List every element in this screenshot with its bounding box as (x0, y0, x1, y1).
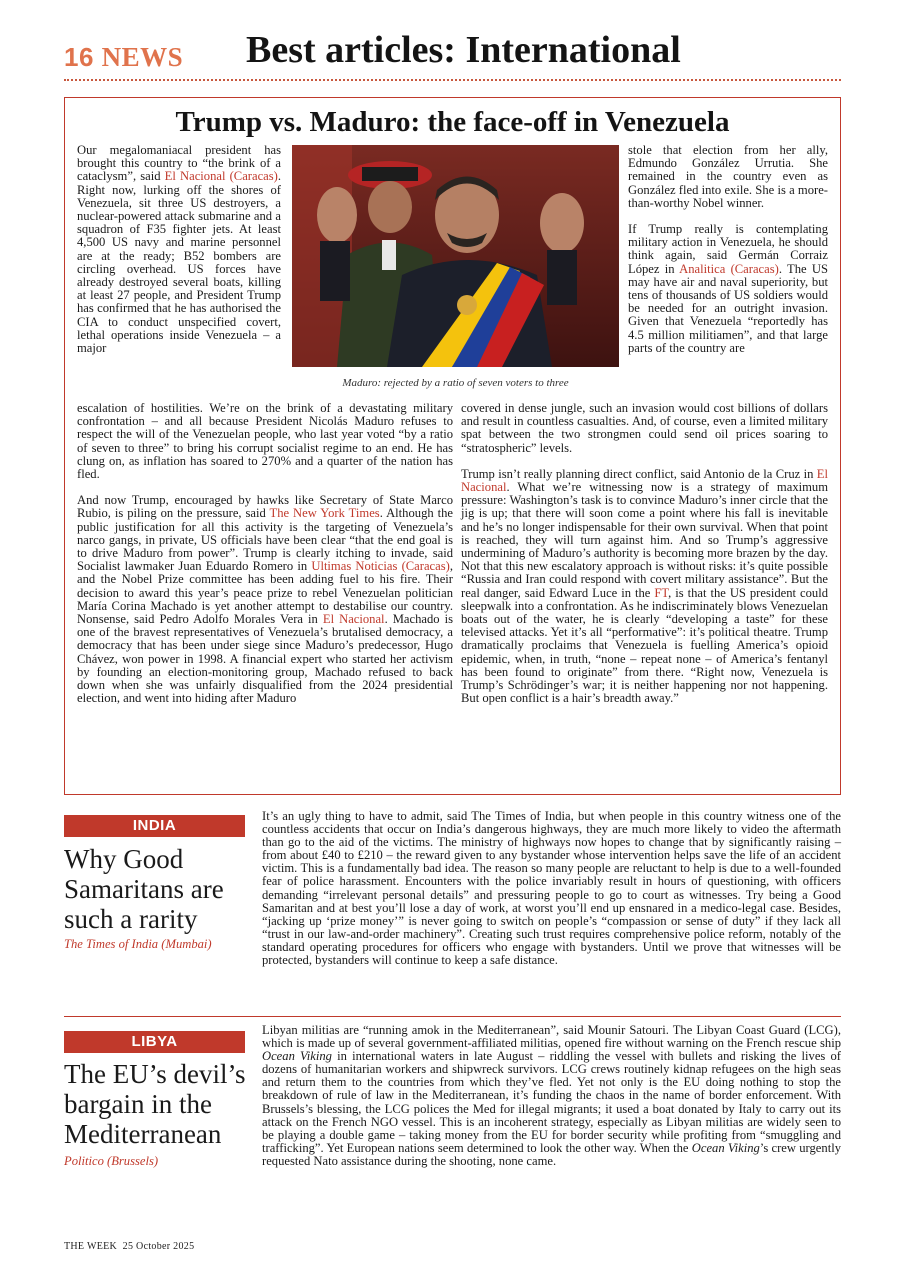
lead-article (64, 97, 841, 795)
lead-text: . Machado is one of the bravest representatives of Venezuela’s brutalised democracy, a democracy that has been under siege since Maduro’s predecessor, Hugo Chávez, won power in 1998. A financial expert who started her activism by founding an election-monitoring group, Machado refused to back down when she was unfairly disqualified from the 2024 presidential election, and went into hiding after Maduro (77, 612, 454, 706)
lead-column-left-wide (77, 402, 453, 705)
source-el-nacional[interactable]: El Nacional (322, 612, 385, 627)
libya-source: Politico (Brussels) (64, 1154, 159, 1168)
section-tag-india: INDIA (64, 815, 245, 837)
lead-text: , is that the US president could sleepwalk into a confrontation. As he indiscriminately blows Venezuelan boats out of the water, he is clearly “developing a taste” for these televised attacks. Yet it’s all “performative”: it’s political theatre. Trump dramatically proclaims that Venezuela is fuelling America’s opioid epidemic, when, in truth, “none – repeat none – of America’s fentanyl has been found to originate” from there. “Right now, Venezuela is Trump’s Schrödinger’s war; it is neither happening nor not happening. But open conflict is a hair’s breadth away.” (461, 585, 828, 706)
libya-text: Libyan militias are “running amok in the Mediterranean”, said Mounir Satouri. The Libyan Coast Guard (LCG), which is made up of several government-affiliated militias, opened fire without warning on the French rescue ship (262, 1023, 841, 1051)
lead-column-left (77, 144, 281, 355)
india-article-body: It’s an ugly thing to have to admit, said The Times of India, but when people in this country witness one of the countless accidents that occur on India’s dangerous highways, they are much more likely to video the aftermath than go to the aid of the victims. The ministry of highways now hopes to change that by significantly raising – from about £40 to £210 – the reward given to any bystander whose intervention helps save the life of an accident victim. This is a fundamentally bad idea. The reason so many people are reluctant to help is due to a well-founded fear of police harassment. Encounters with the police invariably result in hours of questioning, with officers demanding “irrelevant personal details” and pressuring people to go to court as witnesses. Try being a Good Samaritan and at best you’ll lose a day of work, at worst you’ll end up ensnared in a medico-legal case. Besides, “jacking up ‘prize money’” is never going to switch on people’s “compassion or sense of duty” if they lack all “trust in our law-and-order machinery”. Creating such trust requires comprehensive police reform, notably of the standard operating procedures for officers who engage with bystanders. Until we prove that witnesses will be protected, bystanders will continue to keep a safe distance. (262, 809, 841, 968)
brief-divider (64, 1016, 841, 1017)
section-tag-libya: LIBYA (64, 1031, 245, 1053)
lead-text: Trump isn’t really planning direct conflict, said Antonio de la Cruz in (461, 466, 817, 481)
india-source: The Times of India (Mumbai) (64, 937, 212, 951)
lead-headline: Trump vs. Maduro: the face-off in Venezuela (175, 106, 730, 138)
issue-date: 25 October 2025 (122, 1241, 195, 1252)
lead-text: , and the Nobel Prize committee has been adding fuel to his fire. Their decision to award this year’s peace prize to rebel Venezuelan politician María Corina Machado is yet another attempt to destabilise our country. Nonsense, said Pedro Adolfo Morales Vera in (77, 559, 453, 627)
lead-text: Our megalomaniacal president has brought this country to “the brink of a cataclysm”, said (77, 143, 281, 184)
lead-text: covered in dense jungle, such an invasion would cost billions of dollars and result in countless casualties. And, of course, even a limited military spat between the two strongmen could send oil prices soaring to “stratospheric” levels. (461, 401, 828, 455)
source-new-york-times[interactable]: The New York Times (269, 506, 380, 521)
source-el-nacional[interactable]: El Nacional (461, 466, 828, 495)
maduro-photo (292, 145, 619, 367)
lead-text: . Although the public justification for all this activity is the targeting of Venezuela’s narco gangs, in private, US officials have been clear “that the end goal is to drive Maduro from power”. Trump is clearly itching to invade, said Socialist lawmaker Juan Eduardo Romero in (77, 506, 453, 574)
source-analitica[interactable]: Analitica (Caracas) (679, 261, 779, 276)
lead-column-right-wide (461, 402, 828, 705)
lead-text: . Right now, lurking off the shores of Venezuela, sit three US destroyers, a nuclear-powered attack submarine and a squadron of F35 fighter jets. At least 4,500 US navy and marine personnel are at the ready; B52 bombers are circling overhead. US forces have already destroyed several boats, killing at least 27 people, and President Trump has confirmed that he has authorised the CIA to conduct unspecified covert, lethal operations inside Venezuela – a major (77, 169, 281, 356)
publication-name: THE WEEK (64, 1241, 118, 1252)
ship-name: Ocean Viking (691, 1140, 760, 1155)
libya-text: in international waters in late August – riddling the vessel with bullets and risking the lives of dozens of humanitarian workers and shipwreck survivors. LCG crews routinely kidnap refugees on the high seas and return them to the countries from which they’ve fled. Yet not only is the EU doing nothing to stop the breakdown of rule of law in the Mediterranean, it’s funding the chaos in the name of border enforcement. With Brussels’s blessing, the LCG polices the Med for illegal migrants; it used a boat donated by Italy to carry out its attack on the French NGO vessel. This is an incoherent strategy, especially as Libyan militias are widely seen to be playing a double game – taking money from the EU for border security while profiting from “smuggling and trafficking”. Yet European nations seem determined to look the other way. When the (262, 1049, 841, 1155)
photo-caption: Maduro: rejected by a ratio of seven voters to three (342, 377, 569, 389)
page-footer (64, 1241, 194, 1252)
section-label: NEWS (101, 42, 184, 72)
maduro-photo-illustration (292, 145, 619, 367)
lead-text: stole that election from her ally, Edmundo González Urrutia. She remained in the country even as González fled into exile. She is a more-than-worthy Nobel winner. (628, 143, 828, 210)
india-headline: Why Good Samaritans are such a rarity (64, 844, 224, 934)
lead-text: And now Trump, encouraged by hawks like Secretary of State Marco Rubio, is piling on the pressure, said (77, 493, 453, 521)
page-title: Best articles: International (246, 29, 681, 71)
page-header (64, 28, 841, 82)
lead-text: . The US may have air and naval superiority, but tens of thousands of US soldiers would be needed for an outright invasion. Given that Venezuela “reportedly has 4.5 million militiamen”, and that large parts of the country are (628, 261, 828, 355)
page-number (64, 42, 183, 73)
lead-text: escalation of hostilities. We’re on the brink of a devastating military confrontation – and all because President Nicolás Maduro refuses to respect the will of the Venezuelan people, who last year voted “by a ratio of seven to three” to bring his corrupt socialist regime to an end. He has clung on, as inflation has soared to 270% and a quarter of the nation has fled. (77, 401, 453, 482)
source-el-nacional-caracas[interactable]: El Nacional (Caracas) (164, 169, 278, 184)
libya-headline: The EU’s devil’s bargain in the Mediterranean (64, 1059, 246, 1149)
source-ultimas-noticias[interactable]: Ultimas Noticias (Caracas) (311, 559, 450, 574)
lead-text: . What we’re witnessing now is a strategy of maximum pressure: Washington’s task is to convince Maduro’s inner circle that the jig is up; that there will soon come a point where his fall is inevitable and he’s no longer indispensable for their own survival. When that point is reached, they will turn against him. And so Trump’s aggressive undermining of Maduro’s authority is becoming more brazen by the day. Not that this new escalatory approach is without risks: it’s quite possible “Russia and Iran could respond with covert military assistance”. But the real danger, said Edward Luce in the (461, 480, 828, 600)
header-divider (64, 79, 841, 81)
source-ft[interactable]: FT (654, 585, 669, 600)
libya-text: ’s crew urgently requested Nato assistance during the shooting, none came. (262, 1140, 841, 1168)
page-number-value: 16 (64, 42, 94, 72)
libya-article-body (262, 1024, 841, 1168)
lead-text: If Trump really is contemplating military action in Venezuela, he should think again, said Germán Corraiz López in (628, 222, 828, 276)
ship-name: Ocean Viking (262, 1049, 332, 1064)
lead-column-right (628, 144, 828, 355)
